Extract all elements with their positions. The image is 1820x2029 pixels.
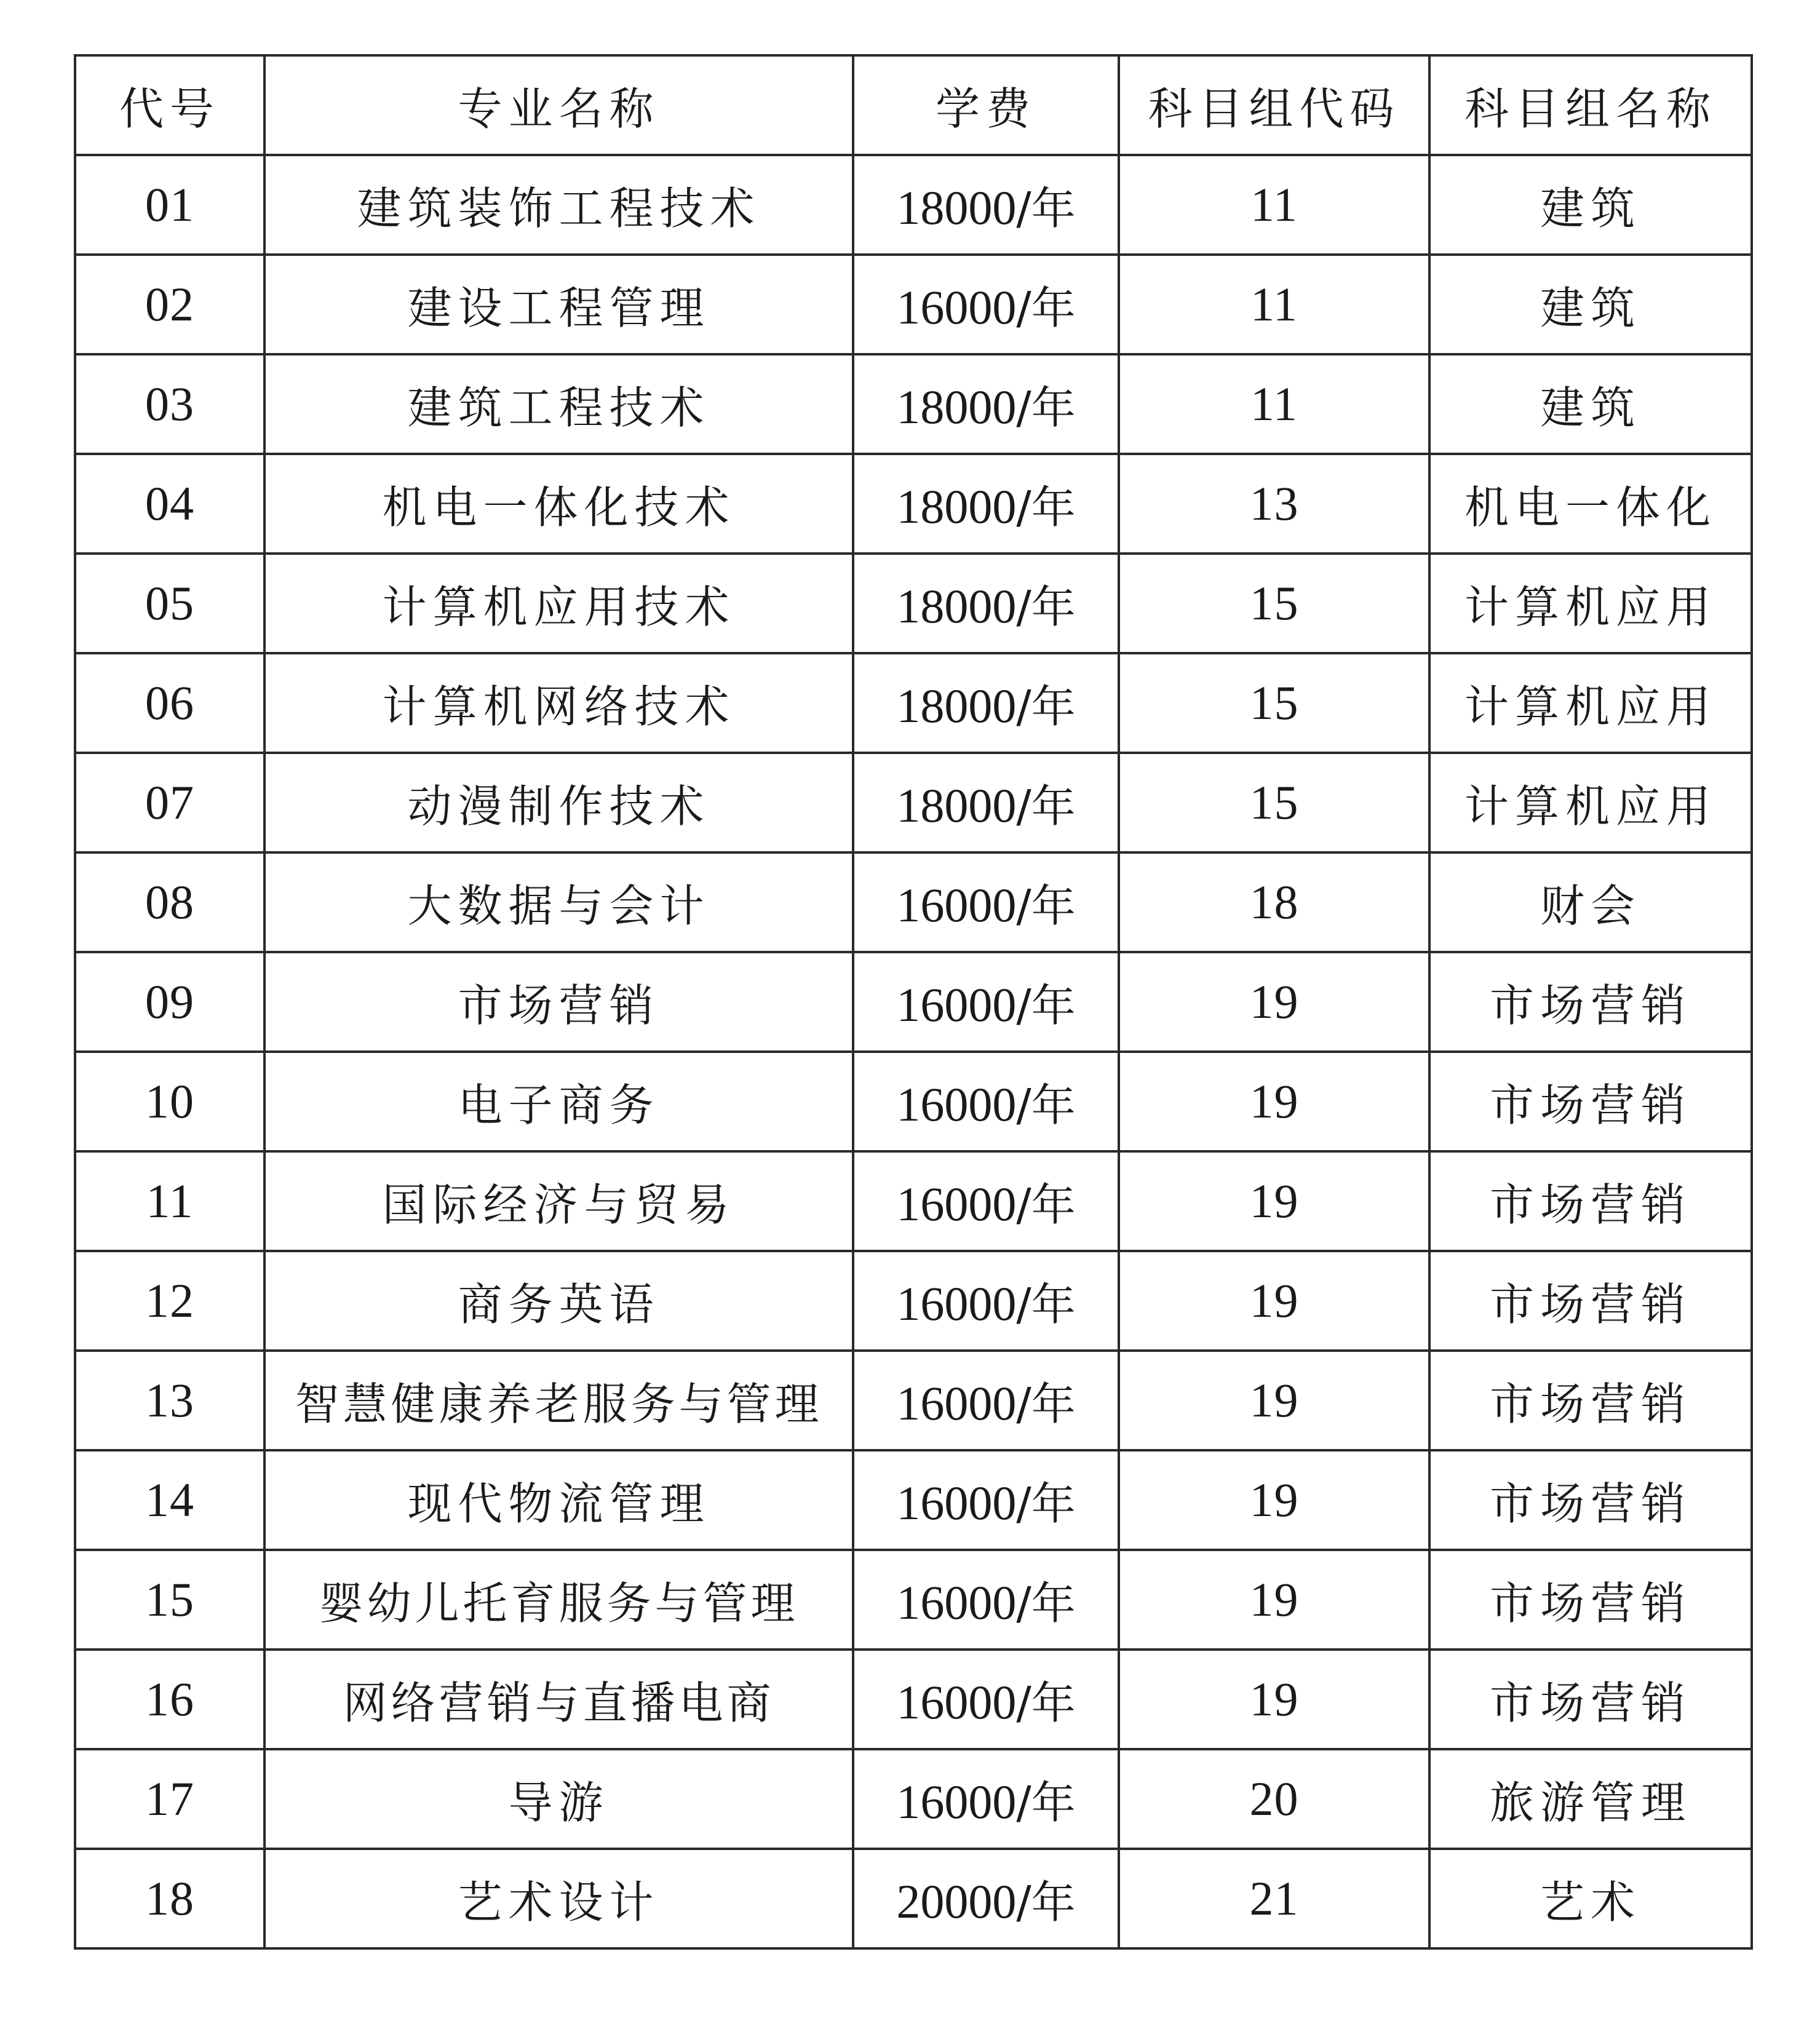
- fee-amount: 16000: [896, 280, 1017, 334]
- cell-group-code: 19: [1119, 1650, 1429, 1749]
- cell-major-name: 商务英语: [264, 1251, 853, 1351]
- table-row: [75, 1450, 1752, 1550]
- fee-amount: 18000: [896, 679, 1017, 733]
- fee-table-sheet: [74, 54, 1750, 1950]
- cell-code: 05: [75, 554, 264, 653]
- cell-group-name: 建筑: [1429, 354, 1752, 454]
- table-row: [75, 1550, 1752, 1650]
- cell-tuition: [853, 1749, 1119, 1849]
- cell-major-name: 市场营销: [264, 952, 853, 1052]
- cell-group-name: 市场营销: [1429, 1151, 1752, 1251]
- cell-tuition: [853, 753, 1119, 852]
- major-fee-table: [74, 54, 1753, 1950]
- cell-code: 01: [75, 155, 264, 255]
- cell-major-name: 建筑装饰工程技术: [264, 155, 853, 255]
- fee-unit: /年: [1016, 581, 1076, 633]
- cell-tuition: [853, 155, 1119, 255]
- table-row: [75, 653, 1752, 753]
- fee-amount: 16000: [896, 1476, 1017, 1530]
- cell-group-name: 艺术: [1429, 1849, 1752, 1948]
- cell-group-name: 机电一体化: [1429, 454, 1752, 554]
- cell-group-code: 20: [1119, 1749, 1429, 1849]
- cell-group-code: 19: [1119, 1450, 1429, 1550]
- cell-group-code: 15: [1119, 554, 1429, 653]
- header-group-name: 科目组名称: [1429, 55, 1752, 155]
- fee-amount: 18000: [896, 579, 1017, 633]
- cell-group-code: 19: [1119, 1251, 1429, 1351]
- table-row: [75, 753, 1752, 852]
- cell-tuition: [853, 1052, 1119, 1151]
- cell-tuition: [853, 454, 1119, 554]
- cell-tuition: [853, 653, 1119, 753]
- fee-amount: 16000: [896, 1775, 1017, 1828]
- fee-unit: /年: [1016, 183, 1076, 234]
- fee-unit: /年: [1016, 1378, 1076, 1430]
- cell-group-name: 市场营销: [1429, 1450, 1752, 1550]
- fee-amount: 16000: [896, 1576, 1017, 1629]
- cell-major-name: 计算机网络技术: [264, 653, 853, 753]
- cell-major-name: 电子商务: [264, 1052, 853, 1151]
- cell-code: 16: [75, 1650, 264, 1749]
- cell-major-name: 建筑工程技术: [264, 354, 853, 454]
- cell-group-name: 市场营销: [1429, 1650, 1752, 1749]
- cell-group-code: 19: [1119, 952, 1429, 1052]
- cell-tuition: [853, 1849, 1119, 1948]
- cell-major-name: 建设工程管理: [264, 255, 853, 354]
- cell-group-code: 19: [1119, 1052, 1429, 1151]
- table-row: [75, 255, 1752, 354]
- table-row: [75, 1849, 1752, 1948]
- fee-unit: /年: [1016, 980, 1076, 1031]
- cell-code: 17: [75, 1749, 264, 1849]
- cell-major-name: 机电一体化技术: [264, 454, 853, 554]
- cell-tuition: [853, 1351, 1119, 1450]
- fee-unit: /年: [1016, 780, 1076, 832]
- cell-group-name: 旅游管理: [1429, 1749, 1752, 1849]
- cell-major-name: 现代物流管理: [264, 1450, 853, 1550]
- cell-major-name: 动漫制作技术: [264, 753, 853, 852]
- cell-tuition: [853, 1650, 1119, 1749]
- cell-code: 18: [75, 1849, 264, 1948]
- cell-group-name: 市场营销: [1429, 952, 1752, 1052]
- cell-code: 08: [75, 852, 264, 952]
- table-row: [75, 1052, 1752, 1151]
- fee-amount: 20000: [896, 1875, 1017, 1928]
- cell-major-name: 艺术设计: [264, 1849, 853, 1948]
- cell-tuition: [853, 852, 1119, 952]
- table-row: [75, 952, 1752, 1052]
- fee-unit: /年: [1016, 1777, 1076, 1828]
- cell-group-code: 19: [1119, 1151, 1429, 1251]
- fee-unit: /年: [1016, 382, 1076, 434]
- cell-group-name: 计算机应用: [1429, 753, 1752, 852]
- table-row: [75, 454, 1752, 554]
- table-header-row: [75, 55, 1752, 155]
- cell-code: 09: [75, 952, 264, 1052]
- cell-tuition: [853, 1151, 1119, 1251]
- fee-unit: /年: [1016, 1179, 1076, 1231]
- header-tuition: 学费: [853, 55, 1119, 155]
- cell-tuition: [853, 554, 1119, 653]
- fee-unit: /年: [1016, 880, 1076, 932]
- cell-major-name: 国际经济与贸易: [264, 1151, 853, 1251]
- table-row: [75, 354, 1752, 454]
- table-row: [75, 554, 1752, 653]
- cell-group-name: 建筑: [1429, 255, 1752, 354]
- fee-amount: 18000: [896, 181, 1017, 234]
- table-row: [75, 1251, 1752, 1351]
- table-row: [75, 1351, 1752, 1450]
- fee-amount: 18000: [896, 779, 1017, 832]
- cell-major-name: 智慧健康养老服务与管理: [264, 1351, 853, 1450]
- fee-amount: 16000: [896, 878, 1017, 932]
- fee-amount: 16000: [896, 1277, 1017, 1330]
- cell-tuition: [853, 354, 1119, 454]
- cell-code: 12: [75, 1251, 264, 1351]
- cell-group-name: 市场营销: [1429, 1052, 1752, 1151]
- fee-amount: 16000: [896, 1376, 1017, 1430]
- table-row: [75, 155, 1752, 255]
- fee-unit: /年: [1016, 482, 1076, 533]
- cell-code: 03: [75, 354, 264, 454]
- cell-code: 02: [75, 255, 264, 354]
- table-row: [75, 1749, 1752, 1849]
- fee-amount: 16000: [896, 978, 1017, 1031]
- cell-code: 14: [75, 1450, 264, 1550]
- cell-code: 06: [75, 653, 264, 753]
- cell-code: 13: [75, 1351, 264, 1450]
- cell-tuition: [853, 1251, 1119, 1351]
- cell-major-name: 网络营销与直播电商: [264, 1650, 853, 1749]
- cell-group-name: 财会: [1429, 852, 1752, 952]
- cell-major-name: 婴幼儿托育服务与管理: [264, 1550, 853, 1650]
- header-major-name: 专业名称: [264, 55, 853, 155]
- cell-code: 04: [75, 454, 264, 554]
- table-row: [75, 1650, 1752, 1749]
- cell-tuition: [853, 952, 1119, 1052]
- cell-group-name: 市场营销: [1429, 1351, 1752, 1450]
- fee-amount: 16000: [896, 1675, 1017, 1729]
- cell-group-name: 计算机应用: [1429, 554, 1752, 653]
- cell-group-name: 市场营销: [1429, 1251, 1752, 1351]
- cell-code: 07: [75, 753, 264, 852]
- table-row: [75, 1151, 1752, 1251]
- cell-group-code: 13: [1119, 454, 1429, 554]
- cell-group-name: 建筑: [1429, 155, 1752, 255]
- cell-group-code: 15: [1119, 753, 1429, 852]
- cell-code: 10: [75, 1052, 264, 1151]
- cell-major-name: 导游: [264, 1749, 853, 1849]
- cell-group-code: 15: [1119, 653, 1429, 753]
- cell-code: 15: [75, 1550, 264, 1650]
- cell-group-name: 计算机应用: [1429, 653, 1752, 753]
- cell-group-code: 18: [1119, 852, 1429, 952]
- fee-unit: /年: [1016, 1478, 1076, 1530]
- fee-unit: /年: [1016, 1578, 1076, 1629]
- cell-major-name: 大数据与会计: [264, 852, 853, 952]
- cell-group-code: 11: [1119, 155, 1429, 255]
- cell-tuition: [853, 255, 1119, 354]
- fee-unit: /年: [1016, 1079, 1076, 1131]
- cell-group-name: 市场营销: [1429, 1550, 1752, 1650]
- header-code: 代号: [75, 55, 264, 155]
- header-group-code: 科目组代码: [1119, 55, 1429, 155]
- fee-amount: 18000: [896, 480, 1017, 533]
- cell-group-code: 11: [1119, 354, 1429, 454]
- cell-tuition: [853, 1450, 1119, 1550]
- fee-amount: 16000: [896, 1177, 1017, 1231]
- fee-unit: /年: [1016, 1677, 1076, 1729]
- fee-unit: /年: [1016, 681, 1076, 733]
- fee-amount: 18000: [896, 380, 1017, 434]
- fee-unit: /年: [1016, 282, 1076, 334]
- cell-group-code: 11: [1119, 255, 1429, 354]
- cell-group-code: 19: [1119, 1351, 1429, 1450]
- table-row: [75, 852, 1752, 952]
- cell-group-code: 19: [1119, 1550, 1429, 1650]
- fee-unit: /年: [1016, 1279, 1076, 1330]
- fee-unit: /年: [1016, 1876, 1076, 1928]
- cell-group-code: 21: [1119, 1849, 1429, 1948]
- fee-amount: 16000: [896, 1078, 1017, 1131]
- cell-code: 11: [75, 1151, 264, 1251]
- cell-major-name: 计算机应用技术: [264, 554, 853, 653]
- cell-tuition: [853, 1550, 1119, 1650]
